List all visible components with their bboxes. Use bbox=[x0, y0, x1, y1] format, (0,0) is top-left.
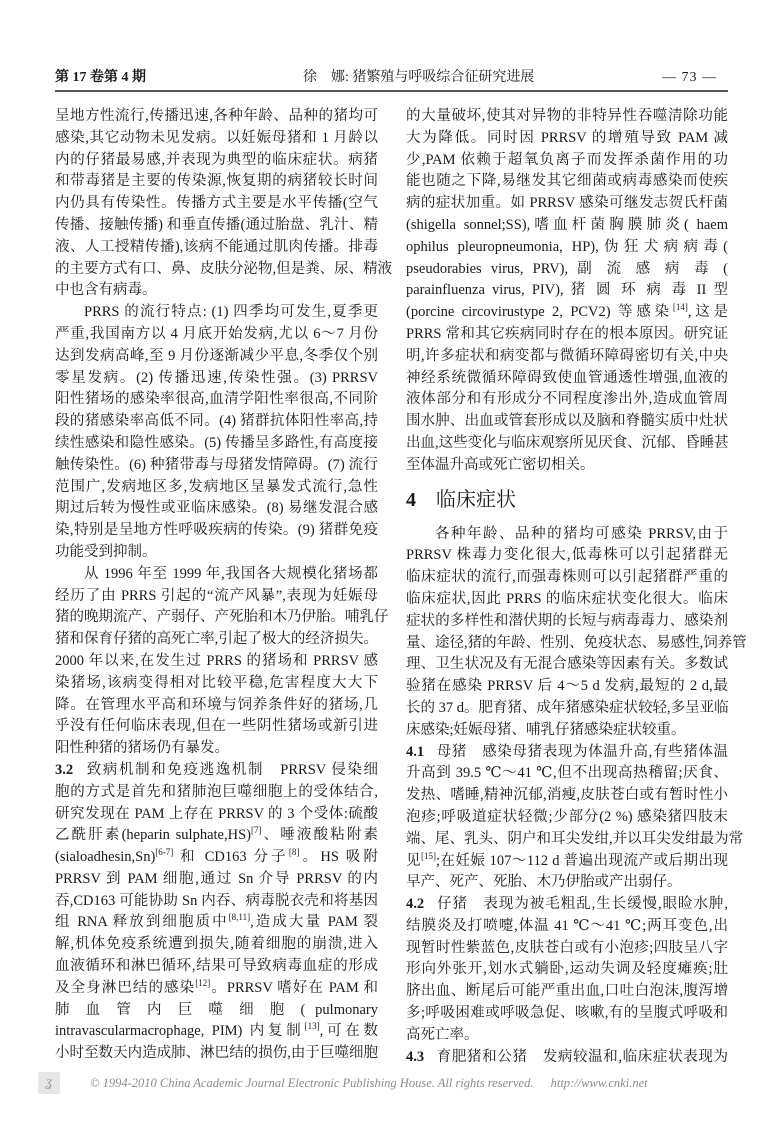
citation-ref: [7] bbox=[250, 825, 262, 836]
text-line bbox=[55, 586, 378, 608]
text-line bbox=[55, 324, 378, 346]
text-line bbox=[406, 455, 728, 477]
text-run: 中也含有病毒。 bbox=[55, 282, 157, 299]
text-line bbox=[406, 171, 728, 193]
header-rule bbox=[55, 90, 728, 92]
text-line bbox=[55, 259, 393, 281]
text-run: PRRS 常和其它疾病同时存在的根本原因。研究证 bbox=[406, 325, 728, 342]
text-line bbox=[55, 673, 378, 695]
text-line bbox=[406, 368, 728, 390]
text-line bbox=[55, 389, 378, 411]
section-number: 4 bbox=[406, 488, 416, 511]
text-line bbox=[406, 324, 728, 346]
text-run: 期过后转为慢性或亚临床感染。(8) 易继发混合感 bbox=[55, 500, 378, 517]
text-run: PRRSV 株毒力变化很大,低毒株可以引起猪群无 bbox=[406, 547, 728, 564]
text-run: 发热、嗜睡,精神沉郁,消瘦,皮肤苍白或有暂时性小 bbox=[406, 787, 728, 804]
text-line bbox=[406, 763, 728, 785]
text-run: 续性感染和隐性感染。(5) 传播呈多路性,有高度接 bbox=[55, 434, 378, 451]
text-run: PRRSV 到 PAM 细胞,通过 Sn 介导 PRRSV 的内 bbox=[55, 870, 378, 887]
text-run: 小时至数天内造成肺、淋巴结的损伤,由于巨噬细胞 bbox=[55, 1045, 378, 1062]
text-run: 致病机制和免疫逃逸机制 PRRSV 侵染细 bbox=[85, 761, 378, 778]
text-run: 内的仔猪最易感,并表现为典型的临床症状。病猪 bbox=[55, 151, 378, 168]
text-run: 段的猪感染率高低不同。(4) 猪群抗体阳性率高,持 bbox=[55, 413, 378, 430]
text-line bbox=[406, 654, 728, 676]
text-line bbox=[406, 259, 728, 281]
text-run: 功能受到抑制。 bbox=[55, 543, 157, 560]
text-run: 至体温升高或死亡密切相关。 bbox=[406, 456, 595, 473]
text-line bbox=[55, 956, 378, 978]
text-line bbox=[55, 433, 378, 455]
text-line bbox=[406, 237, 728, 259]
text-line bbox=[406, 433, 728, 455]
text-line bbox=[406, 698, 728, 720]
cnki-logo-icon: ʓ bbox=[38, 1072, 60, 1094]
text-line bbox=[55, 695, 378, 717]
text-line bbox=[55, 477, 378, 499]
citation-ref: [6-7] bbox=[155, 847, 174, 858]
text-run: 和带毒猪是主要的传染源,恢复期的病猪较长时间 bbox=[55, 173, 378, 190]
text-line bbox=[55, 934, 378, 956]
text-line bbox=[406, 411, 728, 433]
text-line bbox=[406, 106, 728, 128]
text-line bbox=[406, 981, 728, 1003]
text-run: 液体部分和有形成分不同程度渗出外,造成血管周 bbox=[406, 391, 728, 408]
text-line bbox=[406, 545, 728, 567]
subsection-number: 3.2 bbox=[55, 761, 74, 778]
text-line bbox=[406, 589, 728, 611]
text-line bbox=[406, 215, 728, 237]
right-column-text-a bbox=[406, 106, 728, 477]
text-run: 临床症状,因此 PRRS 的临床症状变化很大。临床 bbox=[406, 590, 728, 607]
text-line bbox=[55, 346, 378, 368]
text-run: 大为降低。同时因 PRRSV 的增殖导致 PAM 减 bbox=[406, 129, 728, 146]
text-run: 胞的方式是首先和猪肺泡巨噬细胞上的受体结合, bbox=[55, 783, 378, 800]
text-run: 经历了由 PRRS 引起的“流产风暴”,表现为妊娠母 bbox=[55, 587, 378, 604]
journal-issue: 第 17 卷第 4 期 bbox=[55, 70, 146, 85]
text-line bbox=[406, 676, 728, 698]
text-run: 母猪 感染母猪表现为体温升高,有些猪体温 bbox=[436, 743, 728, 760]
text-line bbox=[55, 455, 378, 477]
text-line bbox=[406, 150, 728, 172]
text-line bbox=[55, 171, 378, 193]
text-line bbox=[406, 1025, 728, 1047]
text-line bbox=[406, 872, 728, 894]
text-run: 结膜炎及打喷嚏,体温 41 ℃～41 ℃;两耳变色,出 bbox=[406, 917, 728, 934]
text-run: ,这是 bbox=[687, 304, 728, 321]
text-line bbox=[55, 847, 378, 869]
text-run: 见 bbox=[406, 852, 421, 869]
text-run: 猪的晚期流产、产弱仔、产死胎和木乃伊胎。哺乳仔 bbox=[55, 609, 389, 626]
text-line bbox=[55, 825, 378, 847]
text-run: 验猪在感染 PRRSV 后 4～5 d 发病,最短的 2 d,最 bbox=[406, 678, 728, 695]
text-line bbox=[55, 411, 378, 433]
text-run: 严重,我国南方以 4 月底开始发病,尤以 6～7 月份 bbox=[55, 325, 378, 342]
text-run: 能也随之下降,易继发其它细菌或病毒感染而使疾 bbox=[406, 173, 728, 190]
text-line bbox=[406, 1003, 728, 1025]
text-run: 脐出血、断尾后可能严重出血,口吐白泡沫,腹泻增 bbox=[406, 983, 728, 1000]
text-run: 的主要方式有口、鼻、皮肤分泌物,但是粪、尿、精液 bbox=[55, 260, 393, 277]
text-run: 少,PAM 依赖于超氧负离子而发挥杀菌作用的功 bbox=[406, 151, 728, 168]
text-run: 神经系统微循环障碍致使血管通透性增强,血液的 bbox=[406, 369, 728, 386]
text-run: 、唾液酸粘附素 bbox=[261, 827, 379, 844]
text-line bbox=[406, 633, 747, 655]
text-run: 染,特别是呈地方性呼吸疾病的传染。(9) 猪群免疫 bbox=[55, 522, 378, 539]
footer bbox=[90, 1076, 662, 1090]
text-line bbox=[406, 567, 728, 589]
text-run: PRRS 的流行特点: (1) 四季均可发生,夏季更 bbox=[84, 304, 378, 321]
text-line bbox=[55, 1021, 378, 1043]
text-run: 范围广,发病地区多,发病地区呈暴发式流行,急性 bbox=[55, 478, 378, 495]
subsection-number: 4.2 bbox=[406, 896, 425, 913]
right-column bbox=[406, 106, 747, 1068]
text-line bbox=[55, 912, 378, 934]
subsection-number: 4.1 bbox=[406, 743, 425, 760]
citation-ref: [14] bbox=[672, 302, 688, 313]
text-line bbox=[55, 782, 378, 804]
text-run: 临床症状的流行,而强毒株则可以引起猪群严重的 bbox=[406, 569, 728, 586]
text-run: 感染,其它动物未见发病。以妊娠母猪和 1 月龄以 bbox=[55, 129, 378, 146]
text-run: 明,许多症状和病变都与微循环障碍密切有关,中央 bbox=[406, 347, 728, 364]
text-line bbox=[55, 607, 389, 629]
text-line bbox=[55, 193, 378, 215]
text-line bbox=[55, 237, 378, 259]
text-line bbox=[55, 891, 378, 913]
text-run: 多;呼吸困难或呼吸急促、咳嗽,有的呈腹式呼吸和 bbox=[406, 1005, 728, 1022]
text-run: 。HS 吸附 bbox=[299, 849, 378, 866]
text-run: 和 CD163 分子 bbox=[173, 849, 289, 866]
text-line bbox=[55, 1000, 378, 1022]
text-line bbox=[55, 302, 378, 324]
text-run: 传播、接触传播) 和垂直传播(通过胎盘、乳汁、精 bbox=[55, 216, 378, 233]
text-run: 阳性种猪的猪场仍有暴发。 bbox=[55, 740, 229, 757]
text-line bbox=[406, 720, 728, 742]
text-run: parainfluenza virus, PIV), 猪 圆 环 病 毒 II 型 bbox=[406, 282, 728, 299]
text-run: 2000 年以来,在发生过 PRRS 的猪场和 PRRSV 感 bbox=[55, 652, 378, 669]
text-line bbox=[406, 1047, 728, 1069]
text-line bbox=[406, 193, 728, 215]
text-line bbox=[406, 785, 728, 807]
text-run: 理、卫生状况及有无混合感染等因素有关。多数试 bbox=[406, 656, 728, 673]
text-run: pseudorabies virus, PRV), 副 流 感 病 毒 ( bbox=[406, 260, 728, 277]
text-line bbox=[406, 959, 728, 981]
text-line bbox=[406, 302, 728, 324]
text-line bbox=[55, 651, 378, 673]
text-run: 乎没有任何临床表现,但在一些阴性猪场或新引进 bbox=[55, 718, 378, 735]
text-line bbox=[406, 851, 728, 873]
text-run: 高死亡率。 bbox=[406, 1026, 479, 1043]
text-line bbox=[55, 738, 378, 760]
citation-ref: [8] bbox=[288, 847, 300, 858]
text-run: 降。在管理水平高和环境与饲养条件好的猪场,几 bbox=[55, 696, 378, 713]
text-run: 症状的多样性和潜伏期的长短与病毒毒力、感染剂 bbox=[406, 612, 728, 629]
text-line bbox=[406, 611, 728, 633]
text-run: (sialoadhesin,Sn) bbox=[55, 849, 156, 866]
copyright-text: © 1994-2010 China Academic Journal Electronic Publishing House. All rights reserved. bbox=[90, 1076, 534, 1090]
text-run: 。PRRSV 嗜好在 PAM 和 bbox=[210, 979, 379, 996]
section-title: 临床症状 bbox=[436, 488, 516, 511]
cnki-link[interactable]: http://www.cnki.net bbox=[550, 1076, 648, 1090]
text-line bbox=[55, 564, 378, 586]
text-run: 围水肿、出血或管套形成以及脑和脊髓实质中灶状 bbox=[406, 413, 728, 430]
text-line bbox=[55, 629, 378, 651]
text-line bbox=[406, 389, 728, 411]
text-run: 育肥猪和公猪 发病较温和,临床症状表现为 bbox=[436, 1048, 728, 1065]
text-run: ophilus pleuropneumonia, HP),伪狂犬病病毒( bbox=[406, 238, 728, 255]
text-run: 形向外张开,划水式躺卧,运动失调及轻度瘫痪;肚 bbox=[406, 961, 728, 978]
running-title: 徐 娜: 猪繁殖与呼吸综合征研究进展 bbox=[303, 70, 535, 85]
text-run: 出血,这些变化与临床观察所见厌食、沉郁、昏睡甚 bbox=[406, 434, 729, 451]
text-line bbox=[406, 829, 744, 851]
right-column-text-b bbox=[406, 524, 747, 1069]
text-run: 染猪场,该病变得相对比较平稳,危害程度大大下 bbox=[55, 674, 378, 691]
text-run: 呈地方性流行,传播迅速,各种年龄、品种的猪均可 bbox=[55, 108, 378, 124]
text-run: ,可在数 bbox=[319, 1023, 379, 1040]
text-run: 研究发现在 PAM 上存在 PRRSV 的 3 个受体:硫酸 bbox=[55, 805, 378, 822]
text-run: 乙酰肝素(heparin sulphate,HS) bbox=[55, 827, 251, 844]
text-line bbox=[55, 520, 378, 542]
subsection-number: 4.3 bbox=[406, 1048, 425, 1065]
text-run: 达到发病高峰,至 9 月份逐渐减少平息,冬季仅个别 bbox=[55, 347, 378, 364]
text-run: 解,机体免疫系统遭到损失,随着细胞的崩溃,进入 bbox=[55, 936, 378, 953]
section-heading bbox=[406, 477, 728, 524]
text-line bbox=[55, 150, 378, 172]
text-run: 血液循环和淋巴循环,结果可导致病毒血症的形成 bbox=[55, 958, 378, 975]
text-line bbox=[406, 346, 728, 368]
text-run: 仔猪 表现为被毛粗乱,生长缓慢,眼睑水肿, bbox=[436, 896, 728, 913]
text-line bbox=[55, 106, 378, 128]
text-run: intravascularmacrophage, PIM) 内复制 bbox=[55, 1023, 305, 1040]
text-line bbox=[406, 894, 728, 916]
text-line bbox=[55, 978, 378, 1000]
text-run: 现暂时性紫蓝色,皮肤苍白或有小泡疹;四肢呈八字 bbox=[406, 939, 728, 956]
text-run: 肺 血 管 内 巨 噬 细 胞 ( pulmonary bbox=[55, 1001, 378, 1018]
text-line bbox=[406, 280, 728, 302]
text-run: 早产、死产、死胎、木乃伊胎或产出弱仔。 bbox=[406, 874, 682, 891]
text-run: 零星发病。(2) 传播迅速,传染性强。(3) PRRSV bbox=[55, 369, 378, 386]
text-line bbox=[406, 742, 728, 764]
text-line bbox=[406, 938, 728, 960]
text-line bbox=[55, 760, 378, 782]
text-run: 吞,CD163 可能协助 Sn 内吞、病毒脱衣壳和将基因 bbox=[55, 892, 378, 909]
text-run: 端、尾、乳头、阴户和耳尖发绀,并以耳尖发绀最为常 bbox=[406, 830, 744, 847]
text-line bbox=[406, 916, 728, 938]
text-line bbox=[55, 804, 378, 826]
text-run: 量、途径,猪的年龄、性别、免疫状态、易感性,饲养管 bbox=[406, 634, 747, 651]
text-line bbox=[55, 368, 378, 390]
text-run: 内仍具有传染性。传播方式主要是水平传播(空气 bbox=[55, 195, 378, 212]
text-line bbox=[406, 524, 728, 546]
text-line bbox=[55, 128, 378, 150]
text-run: 组 RNA 释放到细胞质中 bbox=[55, 914, 229, 931]
text-run: 病的症状加重。如 PRRSV 感染可继发志贺氏杆菌 bbox=[406, 195, 728, 212]
left-column bbox=[55, 106, 393, 1065]
text-run: ;在妊娠 107～112 d 普遍出现流产或后期出现 bbox=[436, 852, 728, 869]
citation-ref: [12] bbox=[195, 977, 211, 988]
text-run: ,造成大量 PAM 裂 bbox=[250, 914, 378, 931]
text-line bbox=[55, 542, 378, 564]
text-line bbox=[55, 498, 378, 520]
text-run: 阳性猪场的感染率很高,血清学阳性率很高,不同阶 bbox=[55, 391, 378, 408]
text-run: 从 1996 年至 1999 年,我国各大规模化猪场都 bbox=[84, 565, 378, 582]
text-run: 各种年龄、品种的猪均可感染 PRRSV,由于 bbox=[435, 525, 728, 542]
text-run: 床感染;妊娠母猪、哺乳仔猪感染症状较重。 bbox=[406, 721, 686, 738]
text-run: (porcine circovirustype 2, PCV2) 等感染 bbox=[406, 304, 673, 321]
text-run: 触传染性。(6) 种猪带毒与母猪发情障碍。(7) 流行 bbox=[55, 456, 378, 473]
text-run: 长的 37 d。肥育猪、成年猪感染症状较轻,多呈亚临 bbox=[406, 699, 729, 716]
citation-ref: [8,11] bbox=[228, 912, 251, 923]
text-line bbox=[55, 1043, 378, 1065]
text-run: 泡疹;呼吸道症状轻微;少部分(2 %) 感染猪四肢末 bbox=[406, 808, 728, 825]
text-line bbox=[406, 128, 728, 150]
text-run: 液、人工授精传播),该病不能通过肌肉传播。排毒 bbox=[55, 238, 378, 255]
text-line bbox=[55, 716, 378, 738]
text-run: 的大量破坏,使其对异物的非特异性吞噬清除功能 bbox=[406, 108, 728, 124]
text-run: 及全身淋巴结的感染 bbox=[55, 979, 196, 996]
page-number: — 73 — bbox=[662, 70, 717, 85]
text-line bbox=[55, 280, 378, 302]
citation-ref: [15] bbox=[421, 850, 436, 861]
text-run: 升高到 39.5 ℃～41 ℃,但不出现高热稽留;厌食、 bbox=[406, 765, 728, 782]
text-run: 猪和保育仔猪的高死亡率,引起了极大的经济损失。 bbox=[55, 631, 378, 648]
citation-ref: [13] bbox=[304, 1021, 320, 1032]
text-run: (shigella sonnel;SS),嗜血杆菌胸膜肺炎( haem bbox=[406, 216, 728, 233]
text-line bbox=[55, 869, 378, 891]
text-line bbox=[55, 215, 378, 237]
text-line bbox=[406, 807, 728, 829]
